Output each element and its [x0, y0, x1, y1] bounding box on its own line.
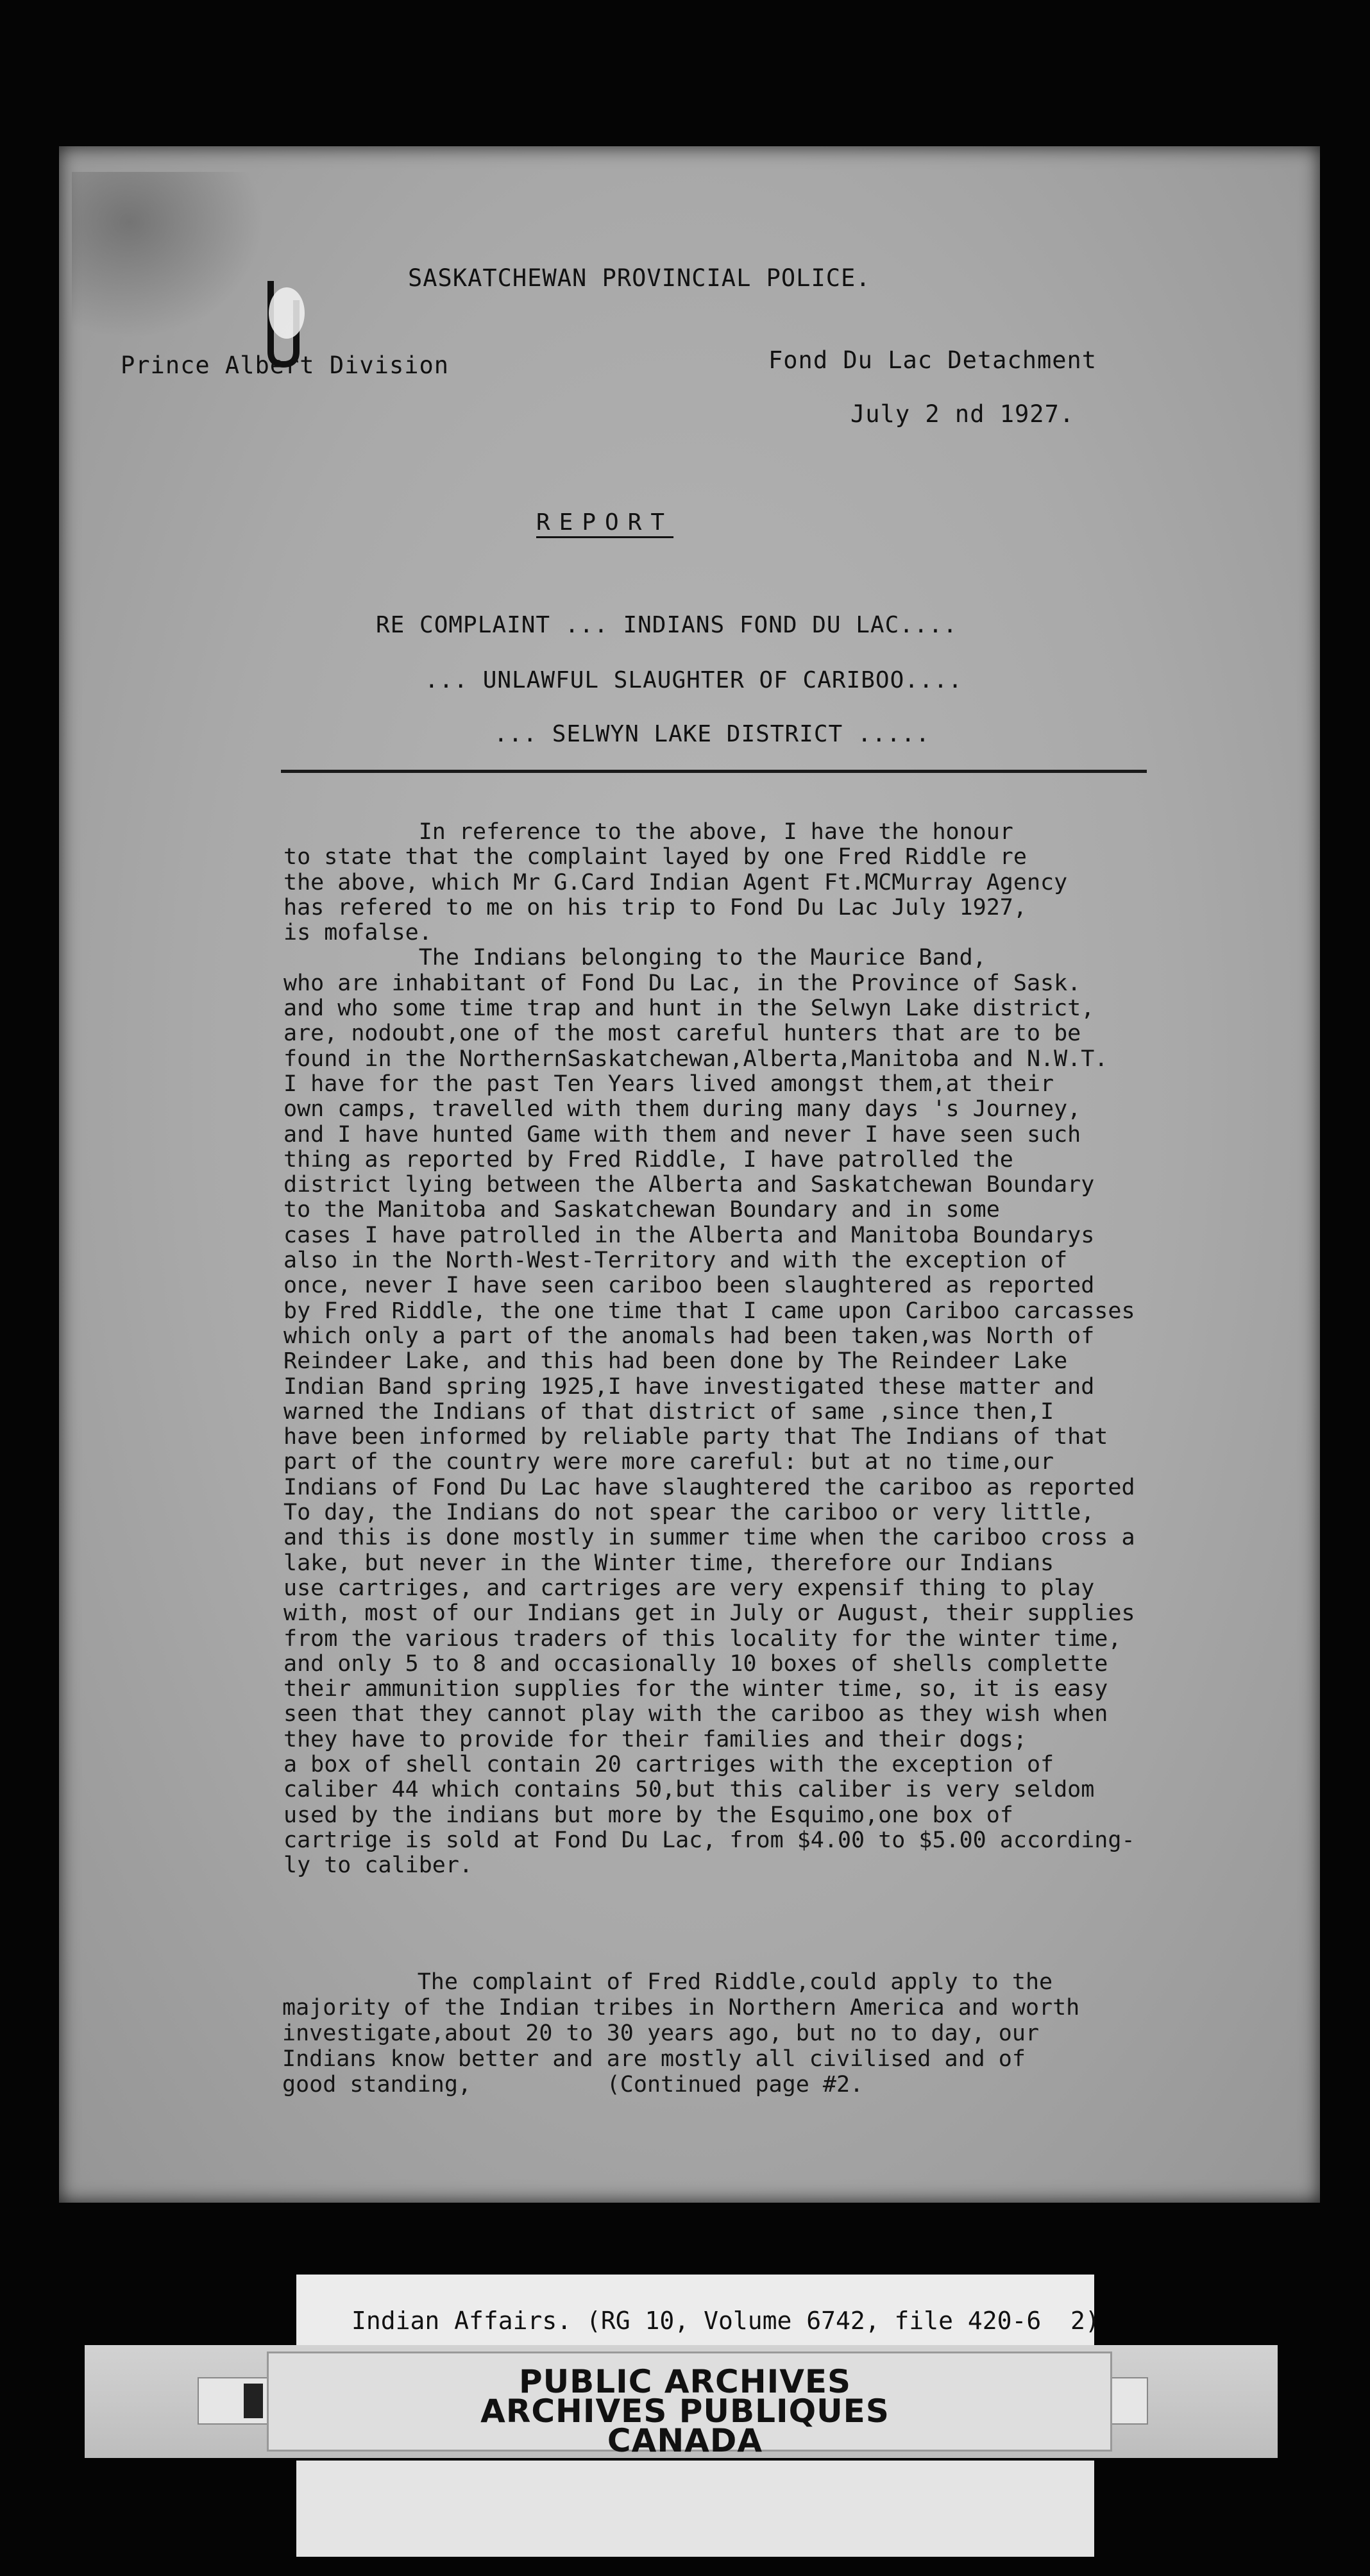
body-line-11: own camps, travelled with them during many days 's Journey, — [283, 1096, 1081, 1123]
body-line-35: seen that they cannot play with the cariboo as they wish when — [283, 1701, 1108, 1727]
organization-heading: SASKATCHEWAN PROVINCIAL POLICE. — [408, 264, 871, 292]
body-line-19: by Fred Riddle, the one time that I came upon Cariboo carcasses — [283, 1298, 1135, 1324]
body-line-38: caliber 44 which contains 50,but this caliber is very seldom — [283, 1777, 1095, 1803]
body-line-25: part of the country were more careful: but at no time,our — [283, 1449, 1054, 1475]
body-line-12: and I have hunted Game with them and never I have seen such — [283, 1121, 1081, 1148]
body-line-23: warned the Indians of that district of same ,since then,I — [283, 1398, 1054, 1425]
stamp-line-2: ARCHIVES PUBLIQUES — [480, 2393, 890, 2430]
body-line-31: with, most of our Indians get in July or August, their supplies — [283, 1600, 1135, 1627]
stamp-line-3: CANADA — [607, 2422, 763, 2459]
body-line-22: Indian Band spring 1925,I have investigated these matter and — [283, 1373, 1095, 1400]
para2-line-3: Indians know better and are mostly all civilised and of — [282, 2046, 1026, 2072]
body-line-34: their ammunition supplies for the winter time, so, it is easy — [283, 1676, 1108, 1702]
body-line-1: to state that the complaint layed by one Fred Riddle re — [283, 844, 1027, 870]
detachment-label: Fond Du Lac Detachment — [768, 346, 1097, 374]
body-line-39: used by the indians but more by the Esquimo,one box of — [283, 1802, 1013, 1828]
body-line-30: use cartriges, and cartriges are very expensif thing to play — [283, 1575, 1095, 1601]
stain — [72, 172, 264, 339]
body-line-6: who are inhabitant of Fond Du Lac, in the Province of Sask. — [283, 970, 1081, 996]
divider-rule — [281, 770, 1147, 773]
body-line-9: found in the NorthernSaskatchewan,Alberta,Manitoba and N.W.T. — [283, 1046, 1108, 1072]
body-line-17: also in the North-West-Territory and with the exception of — [283, 1248, 1068, 1274]
para2-line-2: investigate,about 20 to 30 years ago, but no to day, our — [282, 2021, 1040, 2046]
body-line-21: Reindeer Lake, and this had been done by The Reindeer Lake — [283, 1348, 1068, 1375]
body-line-37: a box of shell contain 20 cartriges with the exception of — [283, 1751, 1054, 1777]
subject-line-1: RE COMPLAINT ... INDIANS FOND DU LAC.... — [376, 612, 958, 638]
stamp-line-1: PUBLIC ARCHIVES — [518, 2363, 852, 2400]
para2-line-0: The complaint of Fred Riddle,could apply to the — [282, 1969, 1053, 1995]
body-line-0: In reference to the above, I have the honour — [283, 819, 1013, 845]
body-line-40: cartrige is sold at Fond Du Lac, from $4.00 to $5.00 according- — [283, 1827, 1135, 1853]
body-line-29: lake, but never in the Winter time, therefore our Indians — [283, 1550, 1054, 1576]
division-label: Prince Albert Division — [121, 352, 450, 379]
report-title: REPORT — [536, 509, 674, 536]
body-line-16: cases I have patrolled in the Alberta and Manitoba Boundarys — [283, 1222, 1095, 1248]
body-line-3: has refered to me on his trip to Fond Du Lac July 1927, — [283, 894, 1027, 920]
subject-line-2: ... UNLAWFUL SLAUGHTER OF CARIBOO.... — [425, 667, 963, 693]
body-line-20: which only a part of the anomals had been taken,was North of — [283, 1323, 1095, 1349]
report-date: July 2 nd 1927. — [850, 400, 1075, 428]
body-line-7: and who some time trap and hunt in the Selwyn Lake district, — [283, 996, 1095, 1022]
report-body — [283, 820, 1323, 1878]
body-line-18: once, never I have seen cariboo been slaughtered as reported — [283, 1273, 1095, 1299]
archive-reference: Indian Affairs. (RG 10, Volume 6742, file 420-6 2) — [351, 2307, 1100, 2335]
body-line-24: have been informed by reliable party that The Indians of that — [283, 1424, 1108, 1450]
bottom-label-strip — [296, 2461, 1094, 2557]
body-line-15: to the Manitoba and Saskatchewan Boundary and in some — [283, 1197, 1000, 1223]
body-line-4: is mofalse. — [283, 920, 432, 946]
body-line-41: ly to caliber. — [283, 1852, 473, 1879]
para2-line-1: majority of the Indian tribes in Northern America and worth — [282, 1995, 1080, 2021]
body-line-32: from the various traders of this locality for the winter time, — [283, 1625, 1122, 1652]
body-line-26: Indians of Fond Du Lac have slaughtered the cariboo as reported — [283, 1474, 1135, 1500]
body-line-5: The Indians belonging to the Maurice Band, — [283, 945, 986, 971]
body-line-33: and only 5 to 8 and occasionally 10 boxes of shells complette — [283, 1650, 1108, 1677]
body-line-13: thing as reported by Fred Riddle, I have patrolled the — [283, 1146, 1013, 1173]
para2-line-4: good standing, (Continued page #2. — [282, 2072, 864, 2097]
body-line-10: I have for the past Ten Years lived amongst them,at their — [283, 1071, 1054, 1097]
body-line-36: they have to provide for their families and their dogs; — [283, 1726, 1027, 1752]
report-closing-paragraph — [282, 1969, 1321, 2097]
body-line-14: district lying between the Alberta and Saskatchewan Boundary — [283, 1172, 1095, 1198]
subject-line-3: ... SELWYN LAKE DISTRICT ..... — [494, 721, 931, 747]
body-line-2: the above, which Mr G.Card Indian Agent Ft.MCMurray Agency — [283, 869, 1068, 895]
body-line-28: and this is done mostly in summer time when the cariboo cross a — [283, 1525, 1135, 1551]
body-line-27: To day, the Indians do not spear the cariboo or very little, — [283, 1500, 1095, 1526]
body-line-8: are, nodoubt,one of the most careful hunters that are to be — [283, 1021, 1081, 1047]
